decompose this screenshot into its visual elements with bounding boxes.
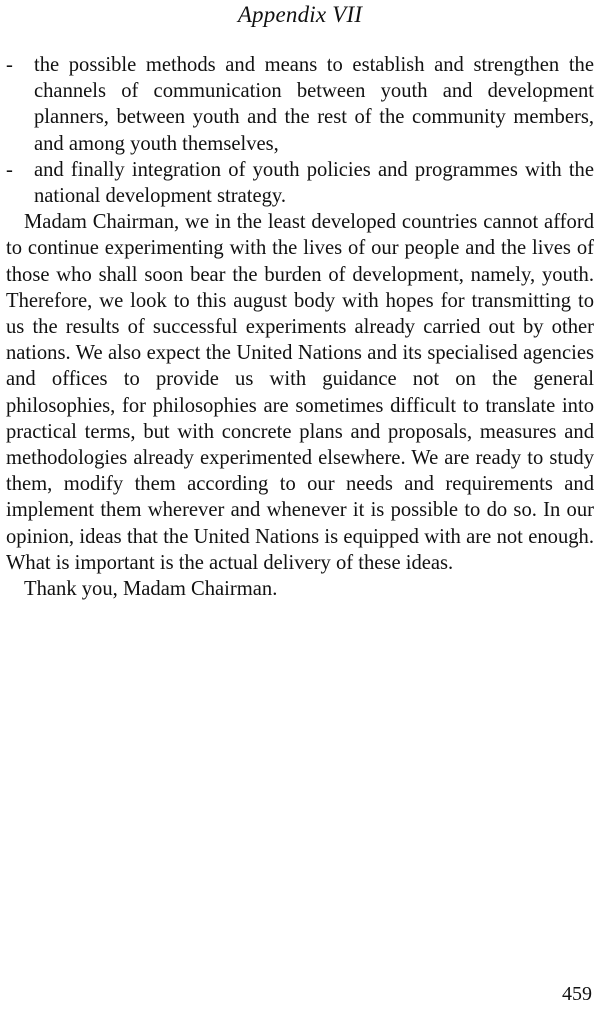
paragraph: Madam Chairman, we in the least developed countries cannot afford to continue experimenting with the lives of our people and the lives of those who shall soon bear the burden of development, namely, youth. Therefore, we look to this august body with hopes for transmitting to us the results of successful experiments already carried out by other nations. We also expect the United Nations and its specialised agencies and offices to provide us with guidance not on the general philosophies, for philosophies are sometimes difficult to translate into practical terms, but with concrete plans and proposals, measures and methodologies already experimented elsewhere. We are ready to study them, modify them according to our needs and requirements and implement them wherever and whenever it is possible to do so. In our opinion, ideas that the United Nations is equipped with are not enough. What is important is the actual delivery of these ideas. <box>6 211 594 574</box>
bullet-text: the possible methods and means to establish and strengthen the channels of communication between youth and development planners, between youth and the rest of the community members, and among youth themselves, <box>34 54 594 155</box>
bullet-dash: - <box>6 54 13 76</box>
bullet-item <box>6 157 594 209</box>
bullet-text: and finally integration of youth policies and programmes with the national development strategy. <box>34 158 594 208</box>
body-text <box>6 52 594 602</box>
bullet-dash: - <box>6 158 13 181</box>
bullet-item <box>6 52 594 157</box>
closing-paragraph: Thank you, Madam Chairman. <box>24 578 278 601</box>
running-head: Appendix VII <box>237 2 363 27</box>
page-number: 459 <box>562 983 592 1005</box>
